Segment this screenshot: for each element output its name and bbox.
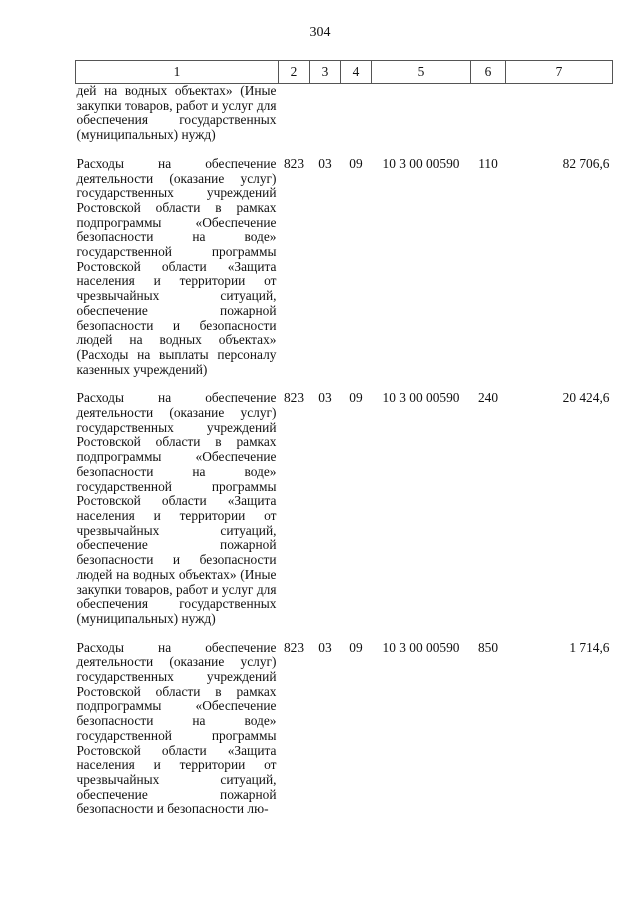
header-col-6: 6 [471,61,506,84]
row-amount: 82 706,6 [562,155,610,171]
row-type: 110 [478,155,498,171]
table-header [76,61,613,84]
row-section: 03 [318,155,332,171]
header-row [76,61,613,84]
row-target: 10 3 00 00590 [382,639,460,655]
row-amount: 1 714,6 [569,639,610,655]
row-ministry [279,84,310,157]
header-col-7: 7 [506,61,613,84]
row-ministry: 823 [283,390,305,406]
row-target: 10 3 00 00590 [382,390,460,406]
row-ministry: 823 [283,639,305,655]
row-amount: 20 424,6 [562,390,610,406]
row-section: 03 [318,639,332,655]
row-amount [506,84,613,157]
table-body [76,84,613,818]
row-subsection: 09 [349,390,363,406]
row-type: 240 [477,390,499,406]
row-subsection [341,84,372,157]
row-subsection: 09 [349,639,363,655]
row-description: Расходы на обеспечение деятельности (оказание услуг) государственных учреждений Ростовской области в рамках подпрограммы «Обеспечение безопасности на воде» государственной программы Ростовской области «Защита населения и территории от чрезвычайных ситуаций, обеспечение пожарной безопасности и безопасности лю- [76,639,277,817]
row-ministry: 823 [283,155,305,171]
row-subsection: 09 [349,155,363,171]
table-row-continuation [76,84,613,157]
header-col-1: 1 [76,61,279,84]
header-col-3: 3 [310,61,341,84]
page-number: 304 [309,25,331,40]
row-type [471,84,506,157]
row-description: дей на водных объектах» (Иные закупки товаров, работ и услуг для обеспечения государственных (муниципальных) нужд) [76,83,277,143]
header-col-4: 4 [341,61,372,84]
row-target [372,84,471,157]
row-type: 850 [477,639,499,655]
row-target: 10 3 00 00590 [382,155,460,171]
header-col-5: 5 [372,61,471,84]
row-section [310,84,341,157]
table-row [76,157,613,392]
table-row [76,391,613,640]
row-description: Расходы на обеспечение деятельности (оказание услуг) государственных учреждений Ростовской области в рамках подпрограммы «Обеспечение безопасности на воде» государственной программы Ростовской области «Защита населения и территории от чрезвычайных ситуаций, обеспечение пожарной безопасности и безопасности людей на водных объектах» (Расходы на выплаты персоналу казенных учреждений) [76,155,277,377]
table-row [76,641,613,817]
row-description: Расходы на обеспечение деятельности (оказание услуг) государственных учреждений Ростовской области в рамках подпрограммы «Обеспечение безопасности на воде» государственной программы Ростовской области «Защита населения и территории от чрезвычайных ситуаций, обеспечение пожарной безопасности и безопасности людей на водных объектах» (Иные закупки товаров, работ и услуг для обеспечения государственных (муниципальных) нужд) [76,390,277,626]
header-col-2: 2 [279,61,310,84]
row-section: 03 [318,390,332,406]
budget-table [75,60,613,817]
